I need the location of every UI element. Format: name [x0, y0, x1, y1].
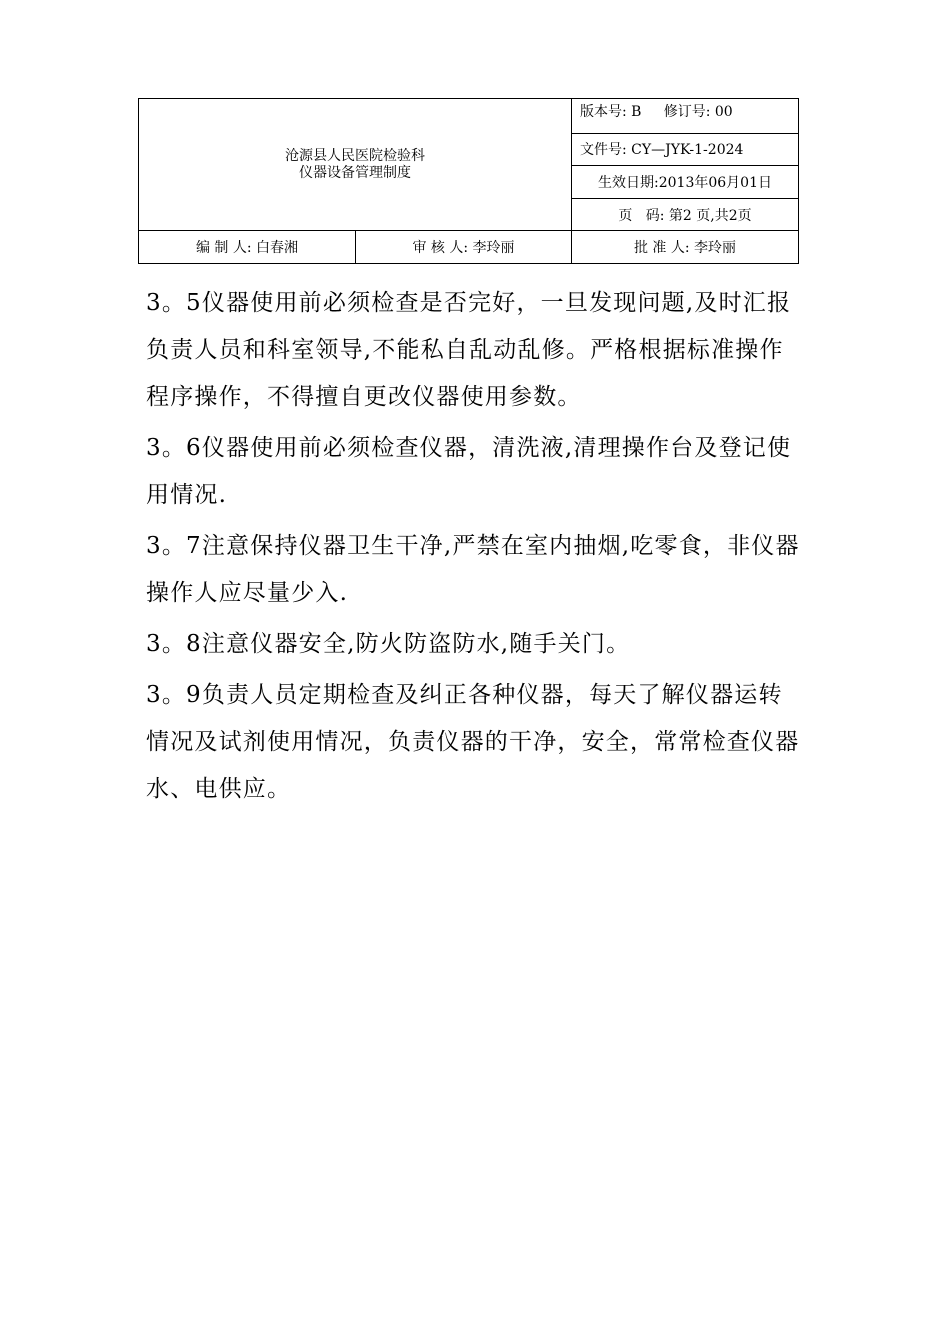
approver-cell: [572, 231, 799, 264]
file-number-cell: [572, 133, 799, 166]
document-body: [146, 280, 806, 817]
paragraph-3-5: 3。5仪器使用前必须检查是否完好，一旦发现问题,及时汇报负责人员和科室领导,不能私自乱动乱修。严格根据标准操作程序操作，不得擅自更改仪器使用参数。: [146, 290, 792, 410]
paragraph-3-8: 3。8注意仪器安全,防火防盗防水,随手关门。: [146, 631, 631, 657]
compiler-cell: [139, 231, 356, 264]
document-header-table: [138, 98, 799, 264]
page-number-cell: [572, 198, 799, 231]
version-cell: [572, 99, 799, 134]
page-number-text: 页 码: 第2 页,共2页: [618, 207, 752, 224]
version-text: 版本号: B 修订号: 00: [580, 104, 733, 120]
reviewer-cell: [356, 231, 572, 264]
paragraph-3-9: 3。9负责人员定期检查及纠正各种仪器，每天了解仪器运转情况及试剂使用情况，负责仪器的干净，安全，常常检查仪器水、电供应。: [146, 682, 800, 802]
compiler-text: 编 制 人: 白春湘: [195, 240, 299, 257]
paragraph-3-7: 3。7注意保持仪器卫生干净,严禁在室内抽烟,吃零食，非仪器操作人应尽量少入.: [146, 533, 800, 606]
effective-date-text: 生效日期:2013年06月01日: [598, 175, 772, 192]
paragraph-3-6: 3。6仪器使用前必须检查仪器，清洗液,清理操作台及登记使用情况.: [146, 435, 792, 508]
reviewer-text: 审 核 人: 李玲丽: [412, 240, 515, 257]
file-number-text: 文件号: CY—JYK-1-2024: [580, 142, 744, 159]
document-title: [139, 99, 572, 231]
effective-date-cell: [572, 166, 799, 199]
title-line-2: 仪器设备管理制度: [299, 164, 411, 181]
approver-text: 批 准 人: 李玲丽: [633, 240, 737, 257]
title-line-1: 沧源县人民医院检验科: [285, 147, 425, 164]
